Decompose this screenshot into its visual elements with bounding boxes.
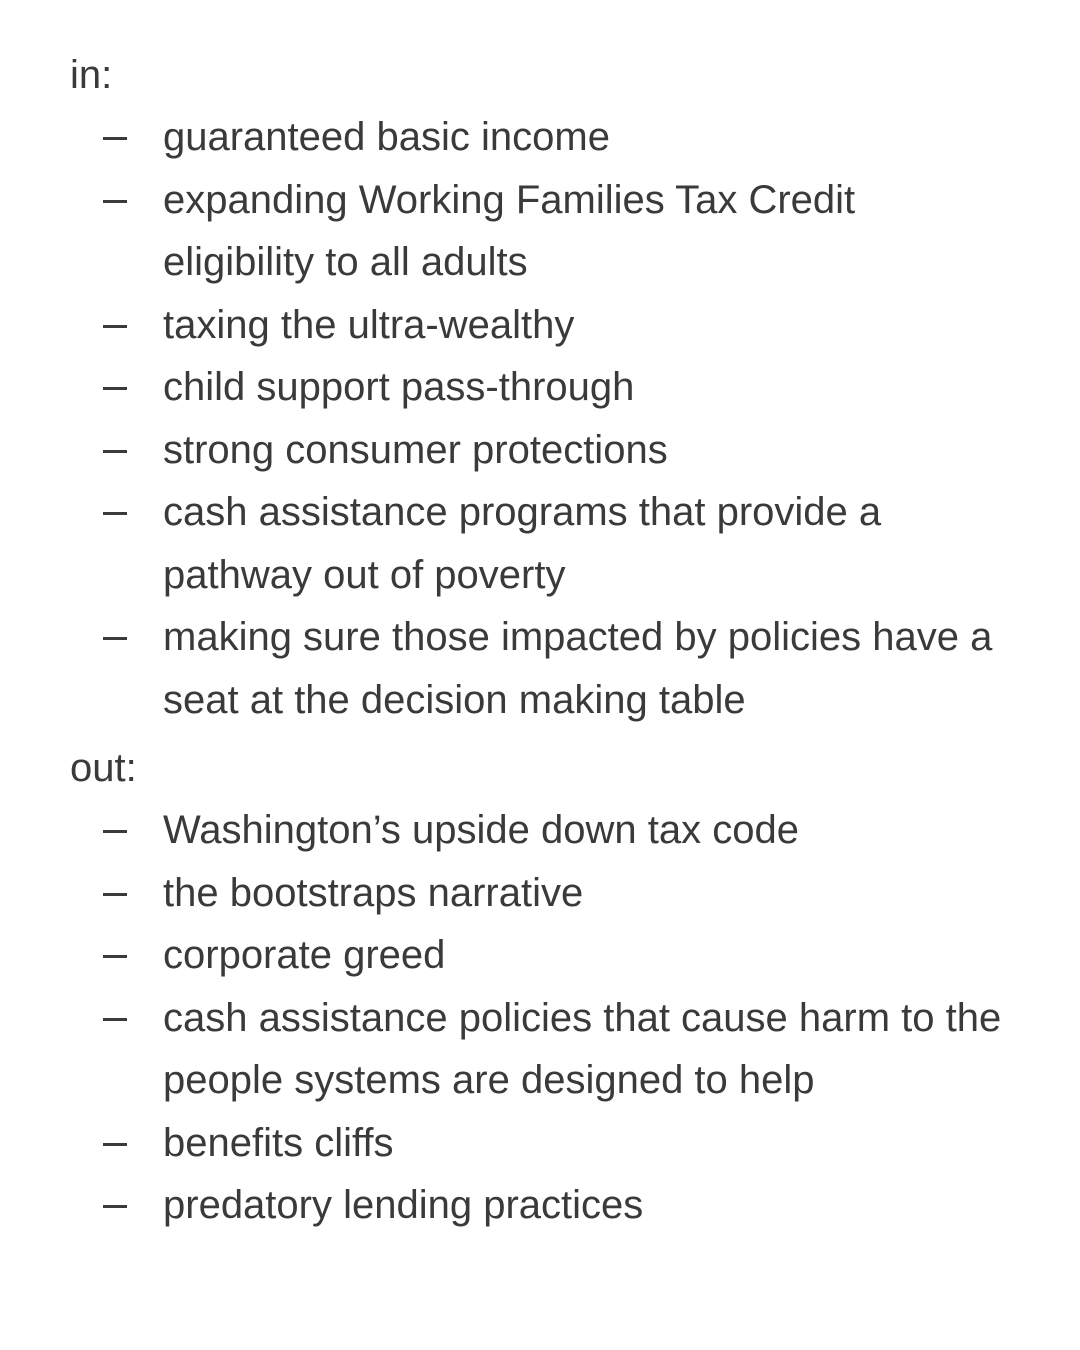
- list-item-text: guaranteed basic income: [163, 115, 610, 159]
- list-item: [70, 169, 1030, 294]
- list-item: [70, 1174, 1030, 1237]
- list-item: [70, 106, 1030, 169]
- list-item-text: cash assistance programs that provide a pathway out of poverty: [163, 490, 882, 597]
- dash-bullet-icon: [103, 387, 127, 390]
- list-item-text: the bootstraps narrative: [163, 870, 584, 915]
- list-item: [70, 1112, 1030, 1175]
- list-item: [70, 862, 1030, 925]
- list-item-text: cash assistance policies that cause harm to the people systems are designed to help: [163, 995, 1002, 1102]
- list-item: [70, 987, 1030, 1112]
- list-item-text: Washington’s upside down tax code: [163, 808, 799, 852]
- list-item-text: child support pass-through: [163, 365, 635, 409]
- list-item: [70, 294, 1030, 357]
- list-item: [70, 356, 1030, 419]
- in-list: [70, 106, 1030, 731]
- dash-bullet-icon: [103, 325, 127, 328]
- list-item: [70, 419, 1030, 482]
- list-item-text: expanding Working Families Tax Credit eligibility to all adults: [163, 177, 856, 284]
- dash-bullet-icon: [103, 1205, 127, 1208]
- list-item-text: taxing the ultra-wealthy: [163, 302, 575, 347]
- out-list: [70, 799, 1030, 1237]
- dash-bullet-icon: [103, 1143, 127, 1146]
- list-item-text: making sure those impacted by policies have a seat at the decision making table: [163, 615, 993, 722]
- list-item: [70, 924, 1030, 987]
- section-heading-out: out:: [70, 746, 137, 790]
- dash-bullet-icon: [103, 200, 127, 203]
- list-item: [70, 606, 1030, 731]
- list-item-text: corporate greed: [163, 933, 446, 977]
- dash-bullet-icon: [103, 637, 127, 640]
- dash-bullet-icon: [103, 955, 127, 958]
- list-item: [70, 481, 1030, 606]
- section-heading-in: in:: [70, 53, 113, 97]
- dash-bullet-icon: [103, 450, 127, 453]
- list-item-text: strong consumer protections: [163, 427, 668, 472]
- list-item-text: benefits cliffs: [163, 1120, 394, 1165]
- note-body[interactable]: [70, 44, 1030, 1237]
- dash-bullet-icon: [103, 893, 127, 896]
- dash-bullet-icon: [103, 137, 127, 140]
- dash-bullet-icon: [103, 512, 127, 515]
- list-item: [70, 799, 1030, 862]
- list-item-text: predatory lending practices: [163, 1183, 644, 1227]
- dash-bullet-icon: [103, 1018, 127, 1021]
- dash-bullet-icon: [103, 830, 127, 833]
